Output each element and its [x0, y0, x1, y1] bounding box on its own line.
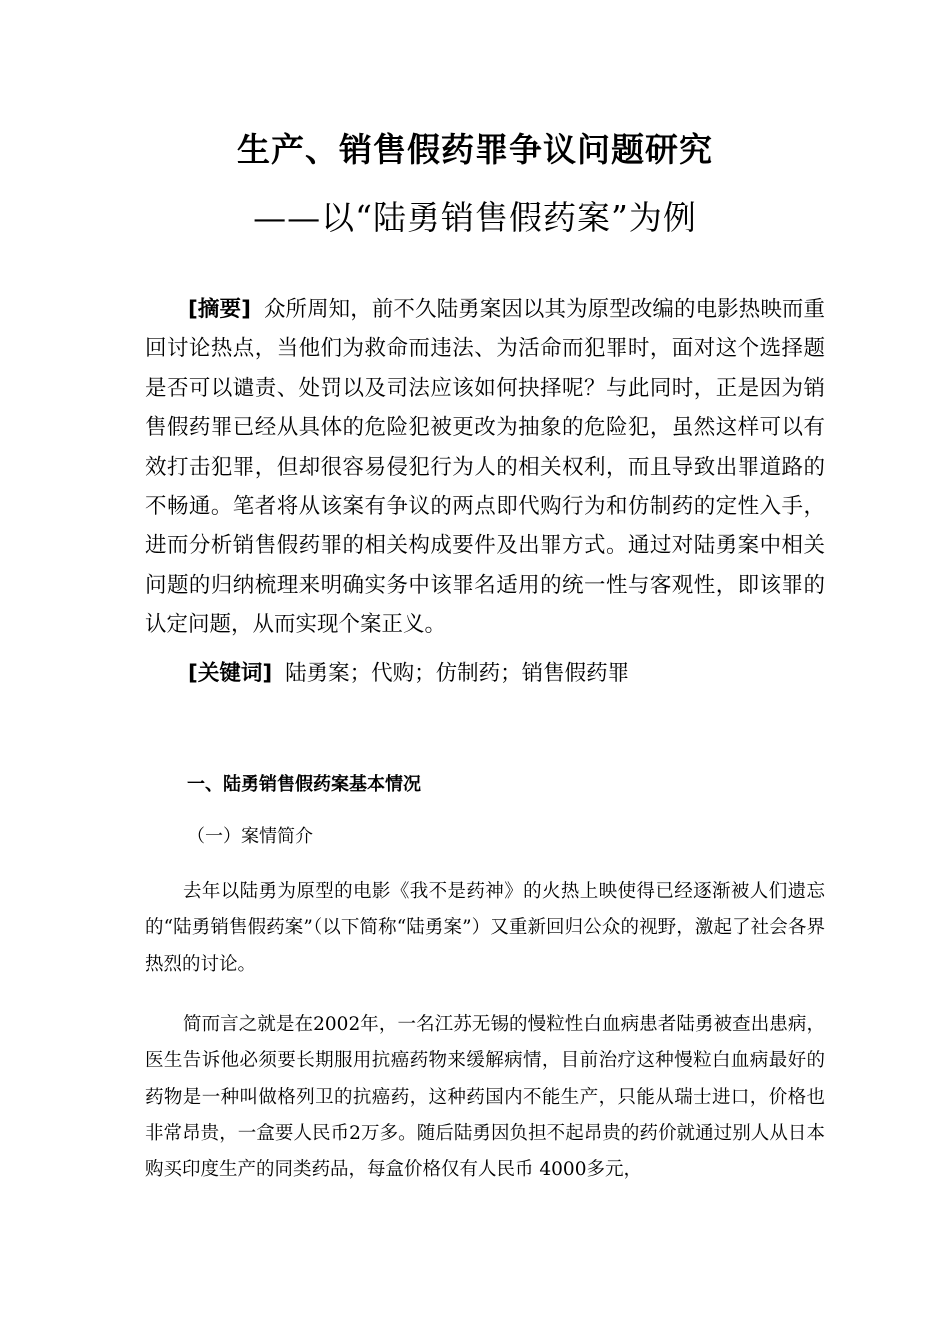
abstract-text: 众所周知，前不久陆勇案因以其为原型改编的电影热映而重回讨论热点，当他们为救命而违法、为活命而犯罪时，面对这个选择题是否可以谴责、处罚以及司法应该如何抉择呢？与此同时，正是因为销售假药罪已经从具体的危险犯被更改为抽象的危险犯，虽然这样可以有效打击犯罪，但却很容易侵犯行为人的相关权利，而且导致出罪道路的不畅通。笔者将从该案有争议的两点即代购行为和仿制药的定性入手，进而分析销售假药罪的相关构成要件及出罪方式。通过对陆勇案中相关问题的归纳梳理来明确实务中该罪名适用的统一性与客观性，即该罪的认定问题，从而实现个案正义。: [145, 297, 825, 638]
keywords-line: [188, 656, 629, 692]
section-heading: 一、陆勇销售假药案基本情况: [187, 774, 421, 795]
document-subtitle: ——以“陆勇销售假药案”为例: [253, 198, 697, 237]
abstract-label: [摘要]: [188, 297, 251, 322]
keywords-text: 陆勇案；代购；仿制药；销售假药罪: [285, 661, 630, 686]
document-title: 生产、销售假药罪争议问题研究: [237, 130, 713, 169]
subsection-heading: （一）案情简介: [187, 826, 313, 847]
abstract-paragraph: [145, 290, 825, 645]
body-paragraph: 简而言之就是在2002年，一名江苏无锡的慢粒性白血病患者陆勇被查出患病，医生告诉他必须要长期服用抗癌药物来缓解病情，目前治疗这种慢粒白血病最好的药物是一种叫做格列卫的抗癌药，这种药国内不能生产，只能从瑞士进口，价格也非常昂贵，一盒要人民币2万多。随后陆勇因负担不起昂贵的药价就通过别人从日本购买印度生产的同类药品，每盒价格仅有人民币 4000多元，: [145, 1014, 825, 1181]
keywords-label: [关键词]: [188, 661, 273, 686]
body-paragraph: 去年以陆勇为原型的电影《我不是药神》的火热上映使得已经逐渐被人们遗忘的“陆勇销售假药案”（以下简称“陆勇案”）又重新回归公众的视野，激起了社会各界热烈的讨论。: [145, 881, 825, 975]
